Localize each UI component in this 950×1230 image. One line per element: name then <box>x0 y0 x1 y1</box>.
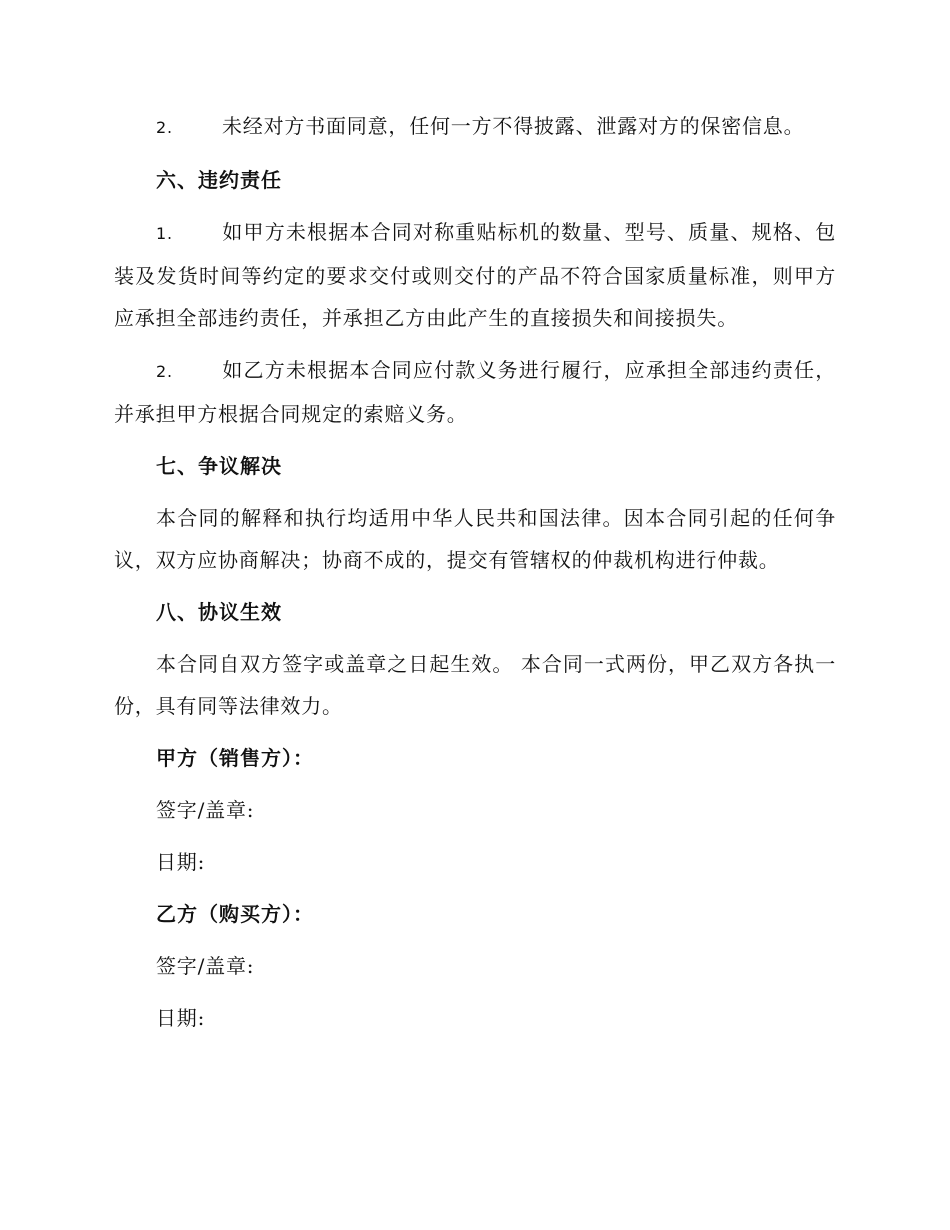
confidentiality-item-2 <box>114 105 836 149</box>
party-b-date-label: 日期: <box>156 1006 206 1030</box>
item-text: 如甲方未根据本合同对称重贴标机的数量、型号、质量、规格、包装及发货时间等约定的要求交付或则交付的产品不符合国家质量标准，则甲方应承担全部违约责任，并承担乙方由此产生的直接损失和间接损失。 <box>114 220 836 330</box>
breach-item-1 <box>114 211 836 339</box>
section-heading-breach: 六、违约责任 <box>156 168 282 192</box>
party-a-signature-label: 签字/盖章: <box>156 798 255 822</box>
dispute-paragraph: 本合同的解释和执行均适用中华人民共和国法律。因本合同引起的任何争议，双方应协商解决；协商不成的，提交有管辖权的仲裁机构进行仲裁。 <box>114 506 836 572</box>
section-heading-dispute: 七、争议解决 <box>156 454 282 478</box>
party-a-date-label: 日期: <box>156 850 206 874</box>
effectiveness-paragraph: 本合同自双方签字或盖章之日起生效。 本合同一式两份，甲乙双方各执一份，具有同等法律效力。 <box>114 652 836 718</box>
item-number: 2. <box>156 118 173 137</box>
item-text: 如乙方未根据本合同应付款义务进行履行，应承担全部违约责任，并承担甲方根据合同规定的索赔义务。 <box>114 358 836 426</box>
party-b-title: 乙方（购买方）： <box>156 902 314 926</box>
contract-body <box>114 105 836 1049</box>
section-heading-effectiveness: 八、协议生效 <box>156 600 282 624</box>
item-number: 2. <box>156 362 173 381</box>
breach-item-2 <box>114 349 836 435</box>
party-b-signature-label: 签字/盖章: <box>156 954 255 978</box>
item-text: 未经对方书面同意，任何一方不得披露、泄露对方的保密信息。 <box>222 114 805 138</box>
item-number: 1. <box>156 224 173 243</box>
party-a-title: 甲方（销售方）： <box>156 746 314 770</box>
